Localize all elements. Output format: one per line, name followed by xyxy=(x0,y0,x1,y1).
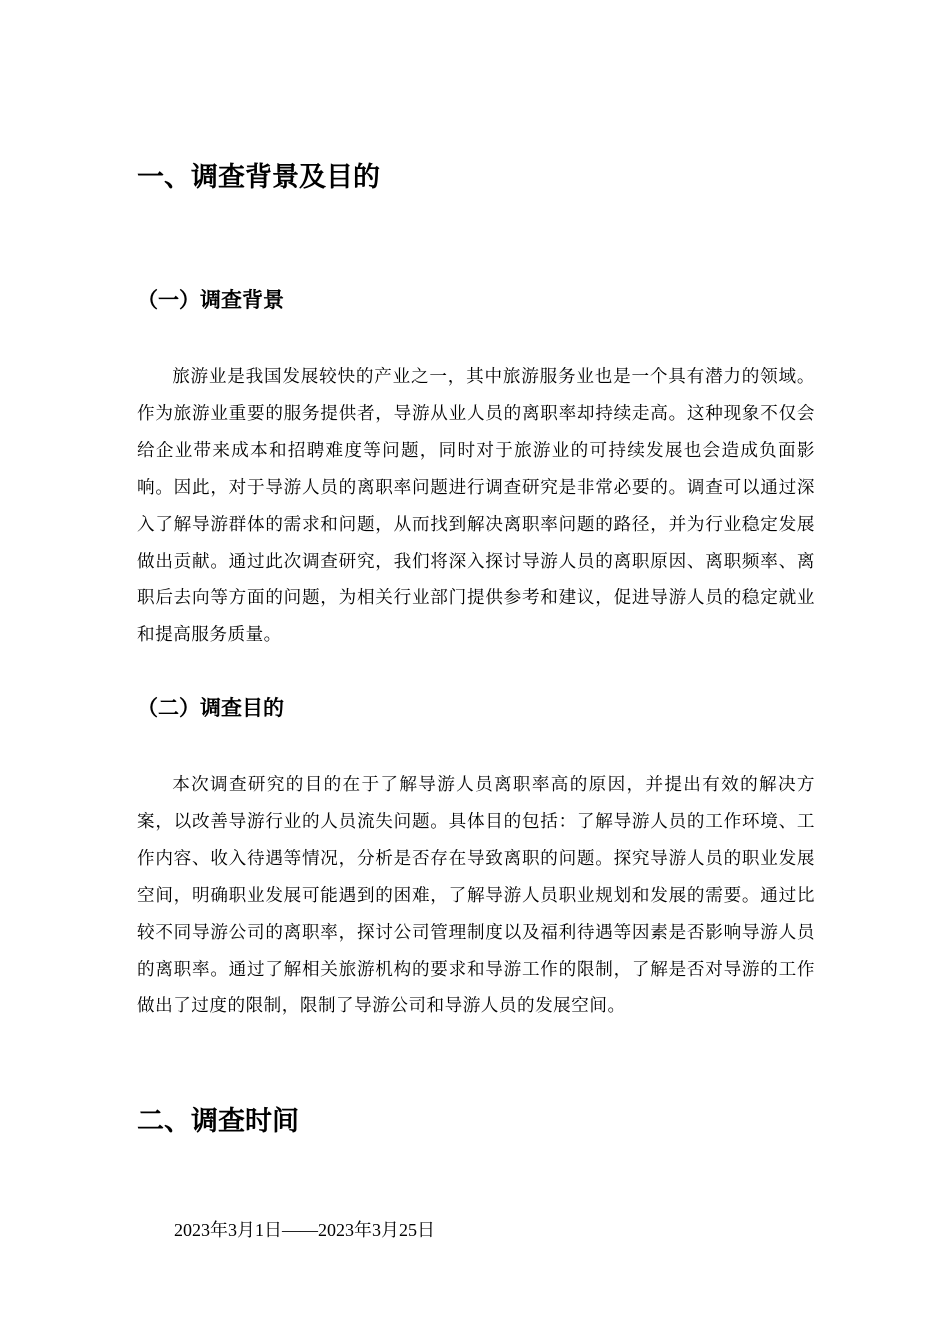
subsection-heading-background: （一）调查背景 xyxy=(137,288,284,312)
survey-date-range: 2023年3月1日——2023年3月25日 xyxy=(174,1220,435,1240)
purpose-paragraph: 本次调查研究的目的在于了解导游人员离职率高的原因，并提出有效的解决方案，以改善导游行业的人员流失问题。具体目的包括：了解导游人员的工作环境、工作内容、收入待遇等情况，分析是否存在导致离职的问题。探究导游人员的职业发展空间，明确职业发展可能遇到的困难，了解导游人员职业规划和发展的需要。通过比较不同导游公司的离职率，探讨公司管理制度以及福利待遇等因素是否影响导游人员的离职率。通过了解相关旅游机构的要求和导游工作的限制，了解是否对导游的工作做出了过度的限制，限制了导游公司和导游人员的发展空间。 xyxy=(137,775,815,1017)
background-paragraph: 旅游业是我国发展较快的产业之一，其中旅游服务业也是一个具有潜力的领域。作为旅游业重要的服务提供者，导游从业人员的离职率却持续走高。这种现象不仅会给企业带来成本和招聘难度等问题，同时对于旅游业的可持续发展也会造成负面影响。因此，对于导游人员的离职率问题进行调查研究是非常必要的。调查可以通过深入了解导游群体的需求和问题，从而找到解决离职率问题的路径，并为行业稳定发展做出贡献。通过此次调查研究，我们将深入探讨导游人员的离职原因、离职频率、离职后去向等方面的问题，为相关行业部门提供参考和建议，促进导游人员的稳定就业和提高服务质量。 xyxy=(137,367,815,646)
section-heading-survey-time: 二、调查时间 xyxy=(137,1106,299,1137)
section-heading-background-purpose: 一、调查背景及目的 xyxy=(137,162,380,193)
subsection-heading-purpose: （二）调查目的 xyxy=(137,696,284,720)
